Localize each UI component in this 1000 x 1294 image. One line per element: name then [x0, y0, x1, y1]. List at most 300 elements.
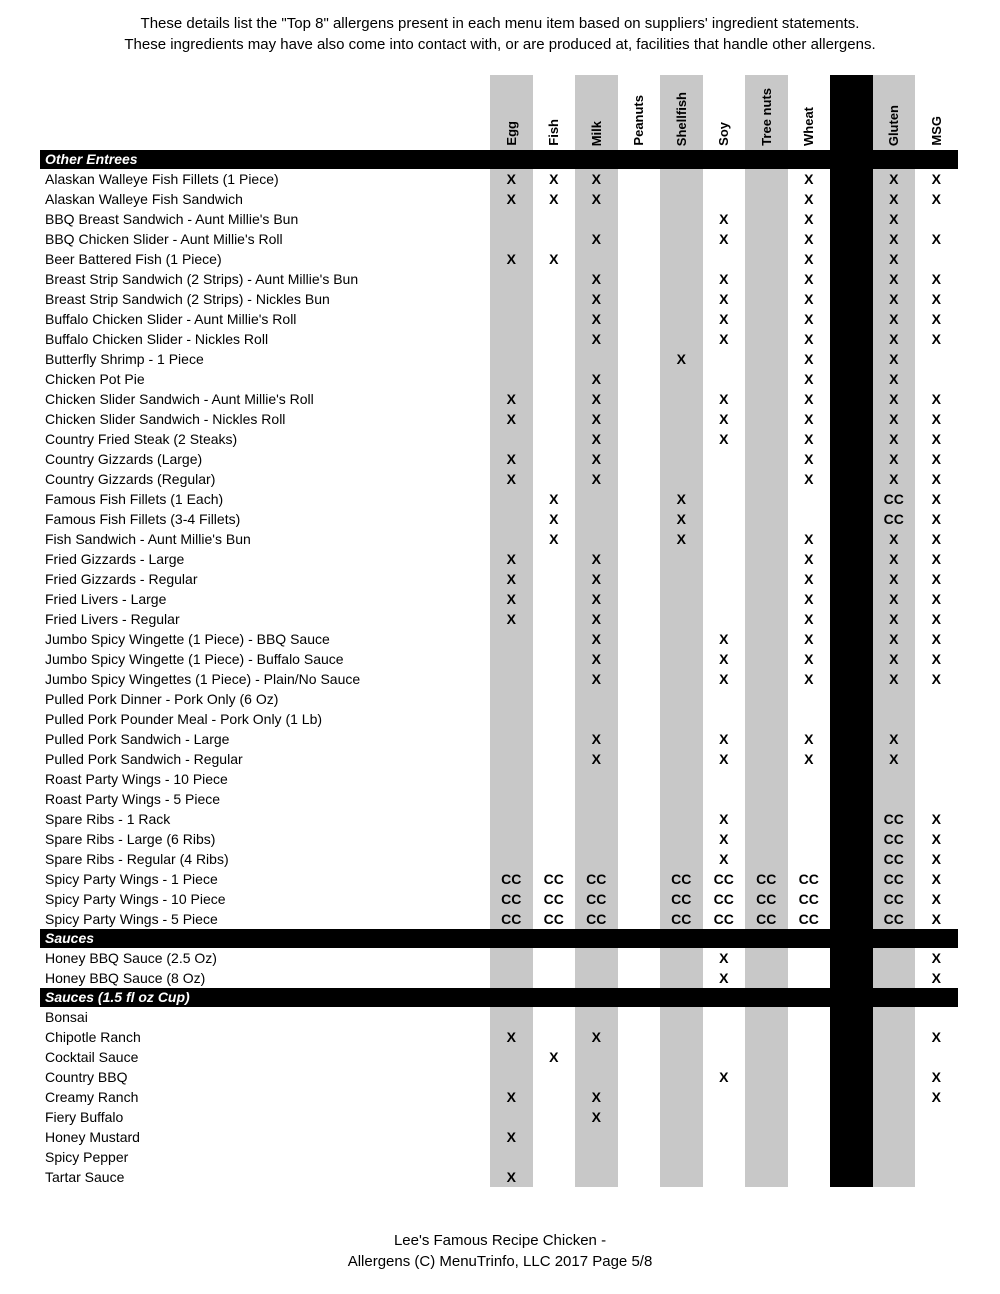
column-label-msg: MSG	[928, 116, 944, 146]
menu-item-name: Fried Livers - Large	[45, 591, 167, 607]
column-header-msg	[915, 75, 958, 150]
table-row	[40, 389, 958, 409]
footer-line-2: Allergens (C) MenuTrinfo, LLC 2017 Page 5/8	[347, 1253, 653, 1270]
column-header-shellfish	[660, 75, 703, 150]
mark-soy: X	[719, 631, 729, 647]
mark-shellfish	[660, 429, 703, 449]
mark-gluten: X	[873, 449, 916, 469]
mark-peanuts	[618, 369, 661, 389]
separator-band	[830, 1147, 873, 1167]
mark-peanuts	[618, 829, 661, 849]
table-row	[40, 209, 958, 229]
menu-item-name: Spare Ribs - Regular (4 Ribs)	[45, 851, 229, 867]
mark-tree-nuts	[745, 489, 788, 509]
mark-egg: X	[490, 1167, 533, 1187]
mark-shellfish	[660, 1007, 703, 1027]
mark-milk	[575, 809, 618, 829]
menu-item-name: Country Gizzards (Large)	[45, 451, 203, 467]
mark-soy	[703, 509, 746, 529]
mark-tree-nuts	[745, 429, 788, 449]
mark-tree-nuts	[745, 289, 788, 309]
mark-tree-nuts	[745, 749, 788, 769]
mark-shellfish	[660, 948, 703, 968]
separator-band	[830, 249, 873, 269]
mark-egg	[490, 489, 533, 509]
mark-milk: X	[575, 569, 618, 589]
mark-wheat	[788, 829, 831, 849]
mark-msg: X	[931, 231, 941, 247]
mark-gluten	[873, 1027, 916, 1047]
mark-gluten: X	[873, 169, 916, 189]
mark-soy	[703, 569, 746, 589]
mark-fish	[533, 769, 576, 789]
table-row	[40, 489, 958, 509]
mark-shellfish	[660, 469, 703, 489]
menu-item-name: Tartar Sauce	[45, 1169, 125, 1185]
mark-fish	[533, 589, 576, 609]
separator-band	[830, 689, 873, 709]
separator-band	[830, 329, 873, 349]
mark-egg: X	[490, 249, 533, 269]
mark-fish: X	[549, 191, 559, 207]
mark-tree-nuts	[745, 1047, 788, 1067]
mark-fish: CC	[543, 911, 564, 927]
menu-item-name: Country Fried Steak (2 Steaks)	[45, 431, 238, 447]
separator-band	[830, 829, 873, 849]
menu-item-name: Spicy Pepper	[45, 1149, 129, 1165]
mark-soy: X	[719, 271, 729, 287]
mark-gluten	[873, 789, 916, 809]
mark-shellfish: CC	[660, 889, 703, 909]
mark-fish	[533, 709, 576, 729]
mark-milk	[575, 1167, 618, 1187]
mark-egg	[490, 689, 533, 709]
mark-wheat: X	[804, 651, 814, 667]
mark-peanuts	[618, 549, 661, 569]
mark-peanuts	[618, 889, 661, 909]
mark-tree-nuts	[745, 249, 788, 269]
mark-shellfish	[660, 1107, 703, 1127]
mark-gluten: X	[873, 609, 916, 629]
mark-soy	[703, 169, 746, 189]
mark-tree-nuts	[745, 829, 788, 849]
mark-egg: X	[490, 1027, 533, 1047]
mark-gluten: X	[873, 749, 916, 769]
mark-fish: X	[549, 511, 559, 527]
mark-fish	[533, 389, 576, 409]
mark-wheat	[788, 809, 831, 829]
mark-fish	[533, 1127, 576, 1147]
mark-shellfish	[660, 689, 703, 709]
mark-fish: X	[549, 531, 559, 547]
mark-wheat: X	[804, 291, 814, 307]
mark-fish	[533, 349, 576, 369]
mark-milk: X	[575, 389, 618, 409]
mark-milk	[575, 509, 618, 529]
mark-wheat	[788, 689, 831, 709]
mark-shellfish	[660, 1167, 703, 1187]
mark-fish	[533, 289, 576, 309]
mark-fish	[533, 629, 576, 649]
column-label-wheat: Wheat	[801, 107, 817, 146]
mark-egg: X	[490, 549, 533, 569]
mark-tree-nuts	[745, 329, 788, 349]
table-row	[40, 409, 958, 429]
mark-wheat: X	[804, 311, 814, 327]
mark-egg	[490, 209, 533, 229]
table-row	[40, 449, 958, 469]
mark-soy: X	[719, 331, 729, 347]
mark-soy: X	[719, 231, 729, 247]
mark-msg: X	[931, 871, 941, 887]
mark-soy	[703, 489, 746, 509]
mark-peanuts	[618, 709, 661, 729]
mark-msg	[915, 689, 958, 709]
mark-egg: X	[490, 609, 533, 629]
mark-peanuts	[618, 349, 661, 369]
mark-msg: X	[931, 1069, 941, 1085]
table-row	[40, 1027, 958, 1047]
separator-band	[830, 629, 873, 649]
mark-shellfish: X	[660, 509, 703, 529]
mark-msg	[915, 249, 958, 269]
mark-milk: X	[575, 469, 618, 489]
mark-fish: CC	[543, 891, 564, 907]
mark-shellfish	[660, 669, 703, 689]
mark-soy	[703, 549, 746, 569]
mark-tree-nuts	[745, 189, 788, 209]
mark-milk	[575, 849, 618, 869]
mark-tree-nuts	[745, 349, 788, 369]
mark-soy: X	[719, 970, 729, 986]
mark-msg: X	[931, 950, 941, 966]
mark-msg: X	[931, 571, 941, 587]
mark-fish	[533, 968, 576, 988]
separator-band	[830, 229, 873, 249]
mark-milk	[575, 1047, 618, 1067]
mark-wheat	[788, 769, 831, 789]
menu-item-name: Pulled Pork Pounder Meal - Pork Only (1 Lb)	[45, 711, 323, 727]
column-header-peanuts	[618, 75, 661, 150]
mark-milk	[575, 1007, 618, 1027]
mark-gluten	[873, 1107, 916, 1127]
column-label-tree-nuts: Tree nuts	[758, 88, 774, 146]
mark-fish	[533, 1007, 576, 1027]
mark-shellfish: CC	[660, 869, 703, 889]
mark-soy: X	[719, 851, 729, 867]
mark-wheat: X	[804, 431, 814, 447]
mark-shellfish	[660, 849, 703, 869]
menu-item-name: Breast Strip Sandwich (2 Strips) - Nickles Bun	[45, 291, 330, 307]
mark-gluten	[873, 1087, 916, 1107]
mark-msg: X	[931, 411, 941, 427]
mark-egg	[490, 329, 533, 349]
mark-msg: X	[931, 651, 941, 667]
mark-egg	[490, 649, 533, 669]
table-row	[40, 649, 958, 669]
mark-msg: X	[931, 591, 941, 607]
separator-band	[830, 529, 873, 549]
mark-wheat	[788, 509, 831, 529]
mark-soy: X	[719, 751, 729, 767]
table-row	[40, 469, 958, 489]
mark-shellfish	[660, 1087, 703, 1107]
table-row	[40, 968, 958, 988]
mark-shellfish	[660, 729, 703, 749]
mark-egg	[490, 269, 533, 289]
mark-tree-nuts	[745, 529, 788, 549]
mark-peanuts	[618, 189, 661, 209]
mark-egg	[490, 1047, 533, 1067]
separator-band	[830, 189, 873, 209]
mark-fish	[533, 669, 576, 689]
mark-peanuts	[618, 1087, 661, 1107]
mark-fish	[533, 549, 576, 569]
separator-band	[830, 709, 873, 729]
mark-wheat: X	[804, 531, 814, 547]
mark-shellfish	[660, 709, 703, 729]
separator-band	[830, 409, 873, 429]
column-header-milk	[575, 75, 618, 150]
mark-milk: X	[575, 369, 618, 389]
separator-band	[830, 769, 873, 789]
mark-peanuts	[618, 289, 661, 309]
menu-item-name: Breast Strip Sandwich (2 Strips) - Aunt Millie's Bun	[45, 271, 359, 287]
mark-tree-nuts	[745, 709, 788, 729]
menu-item-name: Cocktail Sauce	[45, 1049, 139, 1065]
mark-milk: X	[575, 629, 618, 649]
mark-shellfish	[660, 549, 703, 569]
mark-fish	[533, 369, 576, 389]
mark-tree-nuts	[745, 569, 788, 589]
mark-wheat: X	[804, 231, 814, 247]
mark-msg: X	[931, 291, 941, 307]
mark-msg	[915, 209, 958, 229]
mark-msg: X	[931, 831, 941, 847]
mark-shellfish	[660, 269, 703, 289]
mark-milk: X	[575, 269, 618, 289]
mark-gluten	[873, 1067, 916, 1087]
mark-fish	[533, 229, 576, 249]
mark-wheat: X	[804, 751, 814, 767]
mark-wheat	[788, 968, 831, 988]
menu-item-name: Bonsai	[45, 1009, 88, 1025]
table-row	[40, 589, 958, 609]
table-row	[40, 809, 958, 829]
table-row	[40, 1067, 958, 1087]
separator-band	[830, 1167, 873, 1187]
table-row	[40, 189, 958, 209]
mark-fish	[533, 1067, 576, 1087]
mark-peanuts	[618, 1067, 661, 1087]
mark-wheat	[788, 1147, 831, 1167]
mark-msg	[915, 769, 958, 789]
mark-milk: X	[575, 669, 618, 689]
mark-fish	[533, 329, 576, 349]
mark-tree-nuts	[745, 729, 788, 749]
menu-item-name: Fried Livers - Regular	[45, 611, 180, 627]
mark-peanuts	[618, 869, 661, 889]
mark-shellfish	[660, 1047, 703, 1067]
separator-band	[830, 948, 873, 968]
mark-egg: X	[490, 1127, 533, 1147]
separator-band	[830, 369, 873, 389]
table-body	[40, 150, 958, 1187]
mark-gluten: X	[873, 429, 916, 449]
menu-item-name: Spare Ribs - 1 Rack	[45, 811, 171, 827]
menu-item-name: BBQ Breast Sandwich - Aunt Millie's Bun	[45, 211, 299, 227]
menu-item-name: BBQ Chicken Slider - Aunt Millie's Roll	[45, 231, 283, 247]
table-row	[40, 289, 958, 309]
separator-band	[830, 889, 873, 909]
separator-band	[830, 809, 873, 829]
mark-peanuts	[618, 329, 661, 349]
mark-msg	[915, 729, 958, 749]
mark-msg: X	[931, 531, 941, 547]
mark-gluten: CC	[873, 909, 916, 929]
mark-tree-nuts	[745, 309, 788, 329]
mark-gluten: X	[873, 269, 916, 289]
mark-wheat: X	[804, 351, 814, 367]
menu-item-name: Spicy Party Wings - 5 Piece	[45, 911, 218, 927]
mark-soy: X	[719, 671, 729, 687]
mark-tree-nuts	[745, 1007, 788, 1027]
mark-soy: X	[719, 950, 729, 966]
menu-item-name: Buffalo Chicken Slider - Aunt Millie's Roll	[45, 311, 297, 327]
mark-shellfish	[660, 309, 703, 329]
mark-fish	[533, 569, 576, 589]
mark-shellfish	[660, 809, 703, 829]
mark-milk	[575, 1127, 618, 1147]
mark-tree-nuts	[745, 269, 788, 289]
menu-item-name: Pulled Pork Sandwich - Regular	[45, 751, 243, 767]
mark-msg: X	[931, 811, 941, 827]
mark-wheat: X	[804, 631, 814, 647]
mark-wheat: X	[804, 191, 814, 207]
mark-milk: CC	[575, 909, 618, 929]
mark-wheat: X	[804, 551, 814, 567]
mark-tree-nuts	[745, 589, 788, 609]
mark-milk	[575, 948, 618, 968]
mark-peanuts	[618, 489, 661, 509]
separator-band	[830, 869, 873, 889]
mark-tree-nuts	[745, 449, 788, 469]
mark-msg: X	[931, 311, 941, 327]
mark-wheat: X	[804, 451, 814, 467]
mark-soy	[703, 1107, 746, 1127]
mark-egg	[490, 629, 533, 649]
mark-msg	[915, 709, 958, 729]
mark-milk: X	[575, 329, 618, 349]
menu-item-name: Alaskan Walleye Fish Sandwich	[45, 191, 243, 207]
mark-milk: X	[575, 309, 618, 329]
mark-msg: X	[931, 471, 941, 487]
menu-item-name: Spicy Party Wings - 1 Piece	[45, 871, 218, 887]
mark-gluten	[873, 1047, 916, 1067]
column-label-milk: Milk	[588, 120, 604, 146]
separator-band	[830, 169, 873, 189]
section-header-sauces: Sauces	[40, 929, 958, 948]
mark-egg	[490, 1067, 533, 1087]
table-row	[40, 1007, 958, 1027]
mark-msg: X	[931, 671, 941, 687]
table-row	[40, 1087, 958, 1107]
separator-band	[830, 1127, 873, 1147]
table-row	[40, 909, 958, 929]
mark-tree-nuts	[745, 1147, 788, 1167]
mark-egg: X	[490, 169, 533, 189]
separator-band	[830, 1107, 873, 1127]
mark-soy: X	[719, 291, 729, 307]
mark-peanuts	[618, 609, 661, 629]
separator-band	[830, 569, 873, 589]
mark-egg	[490, 349, 533, 369]
mark-tree-nuts	[745, 1087, 788, 1107]
mark-peanuts	[618, 629, 661, 649]
mark-fish	[533, 849, 576, 869]
mark-peanuts	[618, 769, 661, 789]
table-row	[40, 509, 958, 529]
mark-msg	[915, 349, 958, 369]
mark-fish: X	[549, 171, 559, 187]
mark-wheat: X	[804, 271, 814, 287]
table-row	[40, 669, 958, 689]
separator-band	[830, 1087, 873, 1107]
mark-gluten: X	[873, 469, 916, 489]
intro-line-1: These details list the "Top 8" allergens present in each menu item based on suppliers' ingredient statements.	[140, 15, 860, 32]
mark-soy	[703, 1167, 746, 1187]
mark-egg	[490, 709, 533, 729]
mark-egg: X	[490, 589, 533, 609]
intro-line-2: These ingredients may have also come into contact with, or are produced at, facilities that handle other allergens.	[124, 36, 876, 53]
mark-soy: X	[719, 651, 729, 667]
mark-milk: X	[575, 649, 618, 669]
mark-egg	[490, 1107, 533, 1127]
mark-soy: CC	[713, 871, 734, 887]
menu-item-name: Roast Party Wings - 10 Piece	[45, 771, 228, 787]
mark-peanuts	[618, 229, 661, 249]
menu-item-name: Creamy Ranch	[45, 1089, 139, 1105]
mark-peanuts	[618, 569, 661, 589]
mark-shellfish: X	[660, 489, 703, 509]
mark-shellfish	[660, 769, 703, 789]
mark-gluten: X	[873, 289, 916, 309]
mark-msg: X	[931, 1029, 941, 1045]
section-header-sauces-1-5-fl-oz-cup-: Sauces (1.5 fl oz Cup)	[40, 988, 958, 1007]
mark-soy	[703, 249, 746, 269]
mark-soy	[703, 349, 746, 369]
mark-fish	[533, 449, 576, 469]
separator-band	[830, 669, 873, 689]
mark-egg	[490, 789, 533, 809]
column-header-soy	[703, 75, 746, 150]
mark-wheat	[788, 789, 831, 809]
mark-gluten: CC	[873, 849, 916, 869]
mark-wheat: X	[804, 591, 814, 607]
menu-item-name: Fish Sandwich - Aunt Millie's Bun	[45, 531, 251, 547]
table-row	[40, 229, 958, 249]
mark-gluten: X	[873, 589, 916, 609]
mark-msg	[915, 1127, 958, 1147]
menu-item-name: Alaskan Walleye Fish Fillets (1 Piece)	[45, 171, 279, 187]
mark-egg	[490, 749, 533, 769]
mark-egg	[490, 809, 533, 829]
column-label-gluten: Gluten	[886, 104, 902, 146]
table-row	[40, 429, 958, 449]
column-label-fish: Fish	[546, 119, 562, 146]
mark-tree-nuts	[745, 1027, 788, 1047]
separator-band	[830, 849, 873, 869]
